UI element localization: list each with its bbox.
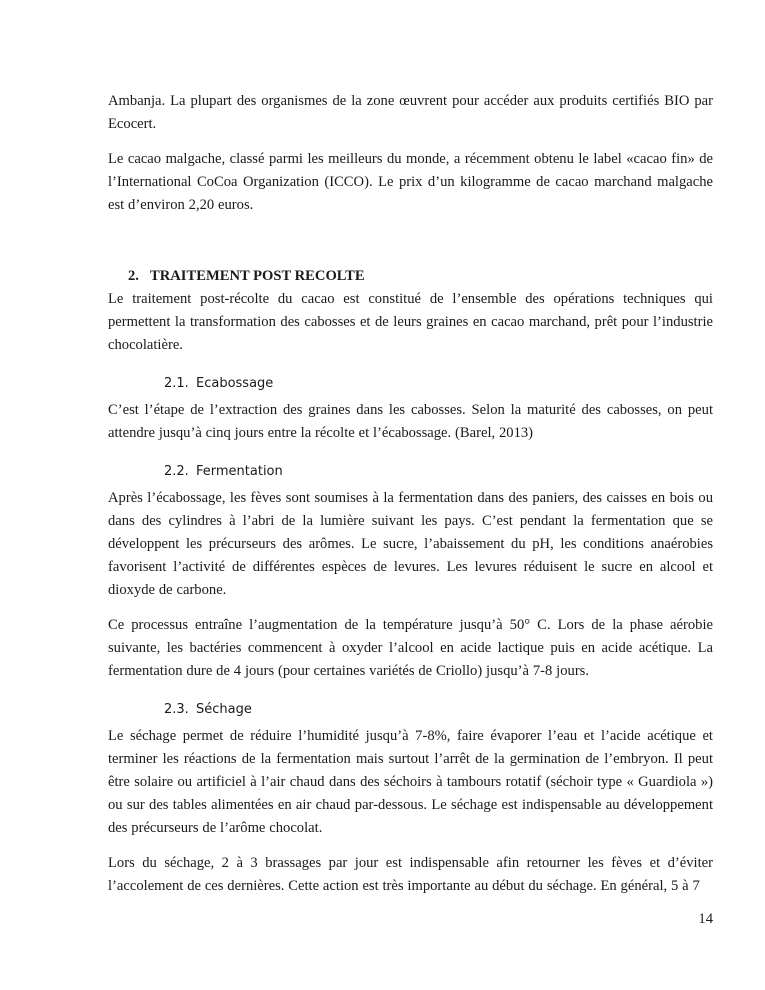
section-heading [108, 265, 713, 288]
subsection-heading-sechage [108, 699, 713, 721]
paragraph-ambanja: Ambanja. La plupart des organismes de la zone œuvrent pour accéder aux produits certifiés BIO par Ecocert. [108, 93, 713, 132]
section-intro-paragraph: Le traitement post-récolte du cacao est constitué de l’ensemble des opérations techniques qui permettent la transformation des cabosses et de leurs graines en cacao marchand, prêt pour l’industrie chocolatière. [108, 291, 713, 353]
subsection-title: Ecabossage [196, 376, 274, 391]
paragraph-cacao-malgache: Le cacao malgache, classé parmi les meilleurs du monde, a récemment obtenu le label «cacao fin» de l’International CoCoa Organization (ICCO). Le prix d’un kilogramme de cacao marchand malgache est d’environ 2,20 euros. [108, 151, 713, 213]
paragraph-ecabossage: C’est l’étape de l’extraction des graines dans les cabosses. Selon la maturité des cabosses, on peut attendre jusqu’à cinq jours entre la récolte et l’écabossage. (Barel, 2013) [108, 402, 713, 441]
subsection-number: 2.2. [164, 464, 189, 479]
section-title: TRAITEMENT POST RECOLTE [150, 268, 365, 284]
subsection-number: 2.3. [164, 702, 189, 717]
subsection-heading-ecabossage [108, 373, 713, 395]
subsection-title: Fermentation [196, 464, 283, 479]
paragraph-fermentation-2: Ce processus entraîne l’augmentation de la température jusqu’à 50° C. Lors de la phase aérobie suivante, les bactéries commencent à oxyder l’alcool en acide lactique puis en acide acétique. La fermentation dure de 4 jours (pour certaines variétés de Criollo) jusqu’à 7-8 jours. [108, 617, 713, 679]
subsection-number: 2.1. [164, 376, 189, 391]
page-number: 14 [698, 911, 713, 927]
subsection-title: Séchage [196, 702, 252, 717]
subsection-heading-fermentation [108, 461, 713, 483]
section-number: 2. [128, 268, 139, 284]
paragraph-sechage-2: Lors du séchage, 2 à 3 brassages par jour est indispensable afin retourner les fèves et d’éviter l’accolement de ces dernières. Cette action est très importante au début du séchage. En général, 5 à 7 [108, 855, 713, 894]
paragraph-sechage-1: Le séchage permet de réduire l’humidité jusqu’à 7-8%, faire évaporer l’eau et l’acide acétique et terminer les réactions de la fermentation mais surtout l’arrêt de la germination de l’embryon. Il peut être solaire ou artificiel à l’air chaud dans des séchoirs à tambours rotatif (séchoir type « Guardiola ») ou sur des tables alimentées en air chaud par-dessous. Le séchage est indispensable au développement des précurseurs de l’arôme chocolat. [108, 728, 713, 836]
paragraph-fermentation-1: Après l’écabossage, les fèves sont soumises à la fermentation dans des paniers, des caisses en bois ou dans des cylindres à l’abri de la lumière suivant les pays. C’est pendant la fermentation que se développent les précurseurs des arômes. Le sucre, l’abaissement du pH, les conditions anaérobies favorisent l’activité de différentes espèces de levures. Les levures réduisent le sucre en alcool et dioxyde de carbone. [108, 490, 713, 598]
